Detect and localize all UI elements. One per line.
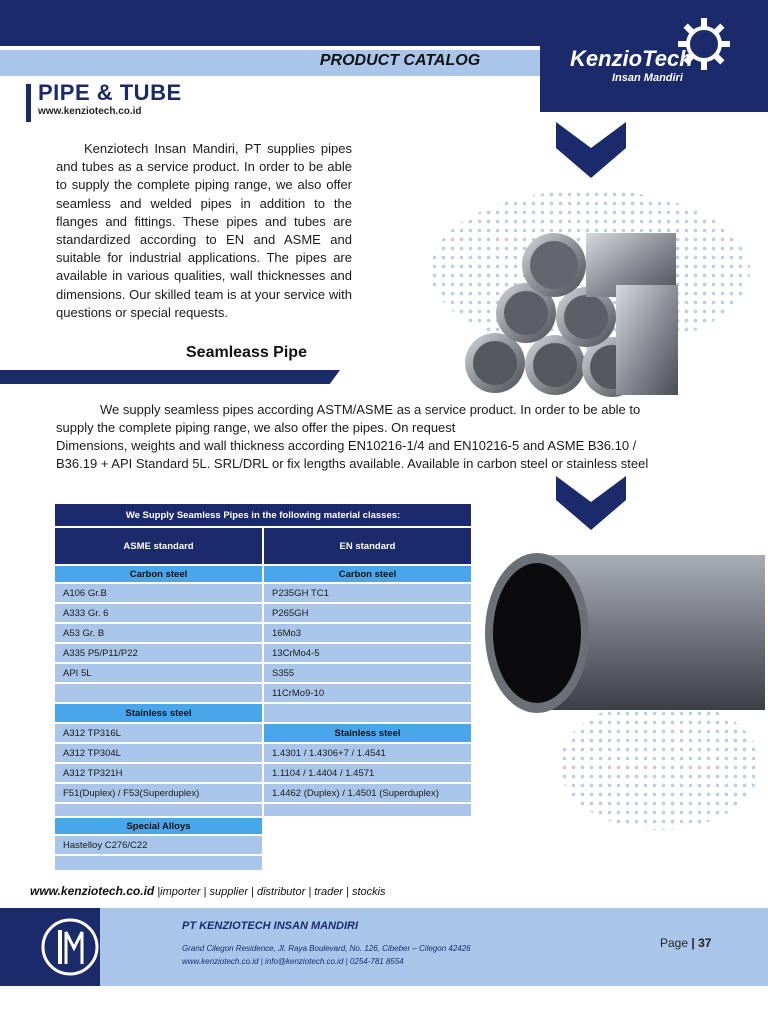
- table-row: [54, 663, 472, 683]
- table-cell: A333 Gr. 6: [54, 603, 263, 623]
- section-title: Seamleass Pipe: [186, 344, 307, 361]
- table-row: [54, 683, 472, 703]
- table-cell: [263, 703, 472, 723]
- category-label: Special Alloys: [54, 817, 263, 835]
- table-cell: A312 TP316L: [54, 723, 263, 743]
- chevron-down-icon: [556, 476, 626, 532]
- table-row: [54, 803, 472, 817]
- table-row: [54, 855, 472, 871]
- chevron-down-icon: [556, 122, 626, 182]
- category-label: Stainless steel: [263, 723, 472, 743]
- table-cell: API 5L: [54, 663, 263, 683]
- col-en-header: EN standard: [263, 527, 472, 565]
- paragraph-line: We supply seamless pipes according ASTM/ASME as a service product. In order to be able to: [100, 402, 641, 417]
- table-cell: 13CrMo4-5: [263, 643, 472, 663]
- brand-name: KenzioTech: [570, 46, 693, 71]
- table-row: [54, 583, 472, 603]
- table-cell: 16Mo3: [263, 623, 472, 643]
- table-cell: [54, 803, 263, 817]
- footer-company: PT KENZIOTECH INSAN MANDIRI: [182, 920, 358, 932]
- category-label: Stainless steel: [54, 703, 263, 723]
- table-cell: A312 TP304L: [54, 743, 263, 763]
- footer-tagline-text: |importer | supplier | distributor | trader | stockis: [154, 886, 386, 898]
- title-accent-bar: [26, 84, 31, 122]
- paragraph-line: supply the complete piping range, we also offer the pipes. On request: [56, 420, 456, 435]
- table-cell: [263, 803, 472, 817]
- brand-sub: Insan Mandiri: [612, 72, 683, 84]
- table-cell: [54, 683, 263, 703]
- table-cell: 1.1104 / 1.4404 / 1.4571: [263, 763, 472, 783]
- page-title: PIPE & TUBE: [38, 80, 182, 105]
- table-cell: Hastelloy C276/C22: [54, 835, 263, 855]
- footer-url[interactable]: www.kenziotech.co.id: [30, 884, 155, 898]
- category-label: Carbon steel: [263, 565, 472, 583]
- page-separator: |: [691, 936, 695, 950]
- paragraph-line: Dimensions, weights and wall thickness according EN10216-1/4 and EN10216-5 and ASME B36.10 /: [56, 438, 637, 453]
- table-cell: A106 Gr.B: [54, 583, 263, 603]
- page-number: [660, 936, 711, 950]
- table-row: [54, 835, 472, 855]
- company-logo-icon: [38, 916, 102, 978]
- table-cell: [263, 835, 472, 855]
- page-label: Page: [660, 936, 689, 950]
- table-cell: S355: [263, 663, 472, 683]
- table-header-row: [54, 527, 472, 565]
- table-cell: F51(Duplex) / F53(Superduplex): [54, 783, 263, 803]
- table-row: [54, 743, 472, 763]
- table-cell: A312 TP321H: [54, 763, 263, 783]
- table-cell: A53 Gr. B: [54, 623, 263, 643]
- table-banner: We Supply Seamless Pipes in the following material classes:: [54, 503, 472, 527]
- table-cell: [263, 855, 472, 871]
- section-band: [0, 370, 340, 384]
- table-row: [54, 763, 472, 783]
- pipe-stack-image: [460, 225, 690, 405]
- paragraph-line: B36.19 + API Standard 5L. SRL/DRL or fix lengths available. Available in carbon steel or stainless steel: [56, 456, 649, 471]
- col-asme-header: ASME standard: [54, 527, 263, 565]
- intro-paragraph: Kenziotech Insan Mandiri, PT supplies pipes and tubes as a service product. In order to be able to supply the complete piping range, we also offer seamless and welded pipes in addition to the flanges and fittings. These pipes and tubes are standardized according to EN and ASME and suitable for industrial applications. The pipes are available in various qualities, wall thicknesses and dimensions. Our skilled team is at your service with questions or special requests.: [56, 141, 352, 320]
- category-label: Carbon steel: [54, 565, 263, 583]
- table-row: [54, 623, 472, 643]
- table-row: [54, 603, 472, 623]
- table-row: [54, 723, 472, 743]
- footer-address: Grand Cilegon Residence, Jl. Raya Boulevard, No. 126, Cibeber – Cilegon 42426: [182, 944, 471, 953]
- catalog-title: PRODUCT CATALOG: [319, 52, 481, 69]
- page-number-value: 37: [698, 936, 712, 950]
- seamless-pipe-image: [475, 545, 765, 720]
- page-url[interactable]: www.kenziotech.co.id: [38, 106, 142, 117]
- table-cell: [263, 817, 472, 835]
- table-cell: [54, 855, 263, 871]
- table-row: [54, 783, 472, 803]
- seamless-paragraph: [56, 401, 706, 473]
- table-row: [54, 817, 472, 835]
- table-cell: P265GH: [263, 603, 472, 623]
- footer-tagline: [30, 884, 386, 898]
- table-cell: A335 P5/P11/P22: [54, 643, 263, 663]
- table-cell: 11CrMo9-10: [263, 683, 472, 703]
- category-row: [54, 565, 472, 583]
- table-cell: P235GH TC1: [263, 583, 472, 603]
- table-row: [54, 703, 472, 723]
- footer-contact: www.kenziotech.co.id | info@kenziotech.co.id | 0254-781 8554: [182, 957, 404, 966]
- table-row: [54, 643, 472, 663]
- table-cell: 1.4462 (Duplex) / 1.4501 (Superduplex): [263, 783, 472, 803]
- table-cell: 1.4301 / 1.4306+7 / 1.4541: [263, 743, 472, 763]
- footer-address-block: [182, 942, 471, 968]
- materials-table: [54, 503, 472, 871]
